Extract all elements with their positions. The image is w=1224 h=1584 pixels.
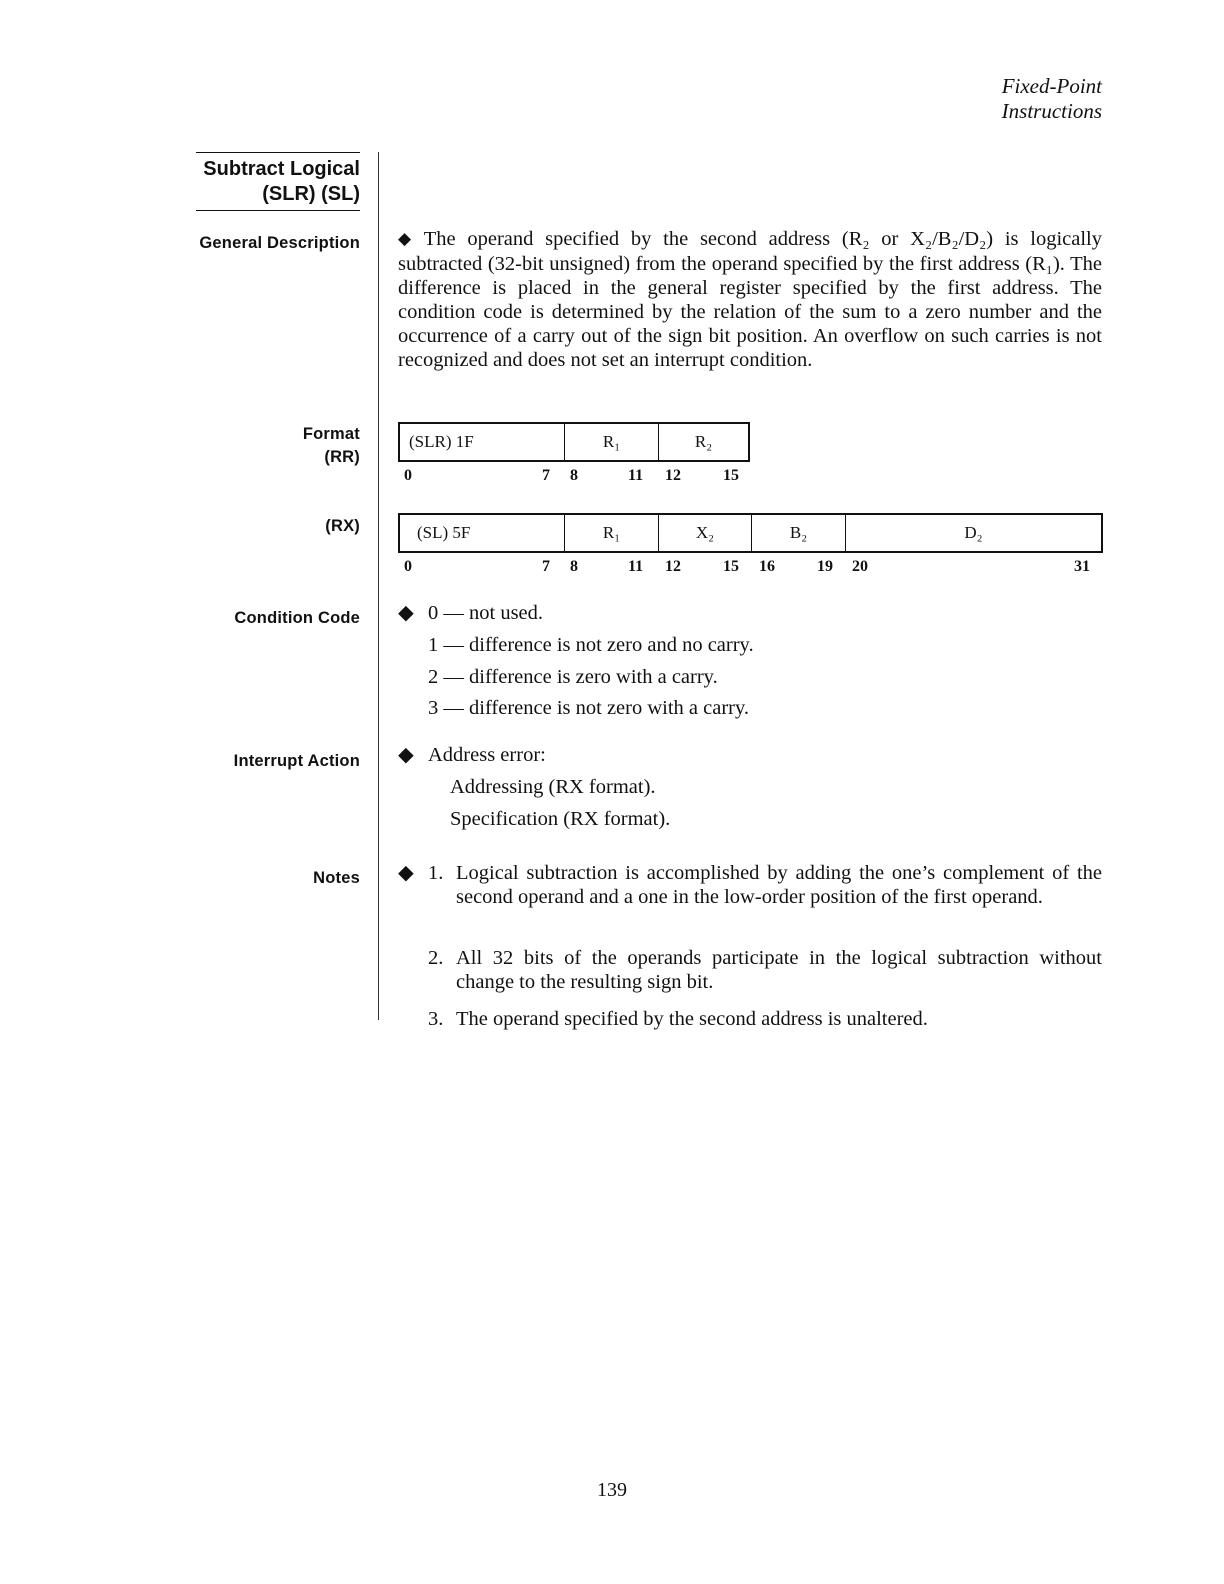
bullet-diamond-icon: ◆ [398,744,414,766]
general-description [398,227,1102,372]
rx-field-b2: B₂ [752,515,846,551]
note-text: All 32 bits of the operands participate in the logical subtraction without change to the resulting sign bit. [456,947,1102,993]
condition-code-item: 2 — difference is zero with a carry. [428,666,718,688]
interrupt-action-heading: Address error: [428,744,546,766]
label-format: Format [302,425,360,443]
rx-field-r1: R₁ [565,515,659,551]
note-number: 1. [428,862,444,884]
label-general-description: General Description [199,234,360,252]
note-text: The operand specified by the second address is unaltered. [456,1008,928,1030]
rx-field-opcode: (SL) 5F [400,515,565,551]
bullet-diamond-icon: ◆ [398,602,414,624]
rx-field-x2: X₂ [659,515,752,551]
rr-bit: 0 [404,467,412,484]
rx-bit: 31 [1074,558,1090,575]
note-number: 3. [428,1008,444,1030]
condition-code-item: 0 — not used. [428,602,544,624]
label-format-rx: (RX) [325,517,360,535]
page-number: 139 [597,1479,627,1501]
label-interrupt-action: Interrupt Action [233,752,360,770]
section-title-line1: Subtract Logical [203,158,360,180]
section-title-line2: (SLR) (SL) [262,183,360,205]
running-head [1002,74,1102,124]
bullet-diamond-icon: ◆ [398,229,418,248]
rx-bit: 19 [817,558,833,575]
bullet-diamond-icon: ◆ [398,862,414,884]
rr-field-r2: R₂ [694,432,713,451]
label-format-rr: (RR) [324,448,360,466]
condition-code-item: 3 — difference is not zero with a carry. [428,697,750,719]
rr-bit: 7 [542,467,550,484]
label-condition-code: Condition Code [234,609,360,627]
rr-bit: 8 [570,467,578,484]
condition-code-item: 1 — difference is not zero and no carry. [428,634,754,656]
rr-field-opcode: (SLR) 1F [400,424,565,460]
label-notes: Notes [313,869,360,887]
rx-bit: 7 [542,558,550,575]
general-description-text: The operand specified by the second address (R₂ or X₂/B₂/D₂) is logically subtracted (32-bit unsigned) from the operand specified by the first address (R₁). The difference is placed in the general register specified by the first address. The condition code is determined by the relation of the sum to a zero number and the occurrence of a carry out of the sign bit position. An overflow on such carries is not recognized and does not set an interrupt condition. [398,228,1103,371]
section-title [196,152,360,211]
rx-bit: 16 [759,558,775,575]
interrupt-action-item: Addressing (RX format). [450,776,656,798]
rx-bit: 8 [570,558,578,575]
rx-bit: 20 [852,558,868,575]
note-item [428,861,1102,909]
rx-bit: 0 [404,558,412,575]
note-text: Logical subtraction is accomplished by adding the one’s complement of the second operand and a one in the low-order position of the first operand. [456,862,1102,908]
rr-field-r1: R₁ [565,424,659,460]
rx-format-box [398,513,1103,553]
rx-bit: 15 [723,558,739,575]
rr-bit: 15 [723,467,739,484]
rr-bit: 12 [665,467,681,484]
running-head-line2: Instructions [1001,99,1102,123]
rx-field-d2: D₂ [964,523,983,542]
note-item [428,946,1102,994]
interrupt-action-item: Specification (RX format). [450,808,671,830]
rr-bit: 11 [628,467,644,484]
running-head-line1: Fixed-Point [1001,74,1102,98]
vertical-rule [378,152,379,1020]
note-number: 2. [428,947,444,969]
note-item [428,1007,1102,1031]
rx-bit: 12 [665,558,681,575]
rx-bit: 11 [628,558,644,575]
rr-format-box [398,422,750,462]
